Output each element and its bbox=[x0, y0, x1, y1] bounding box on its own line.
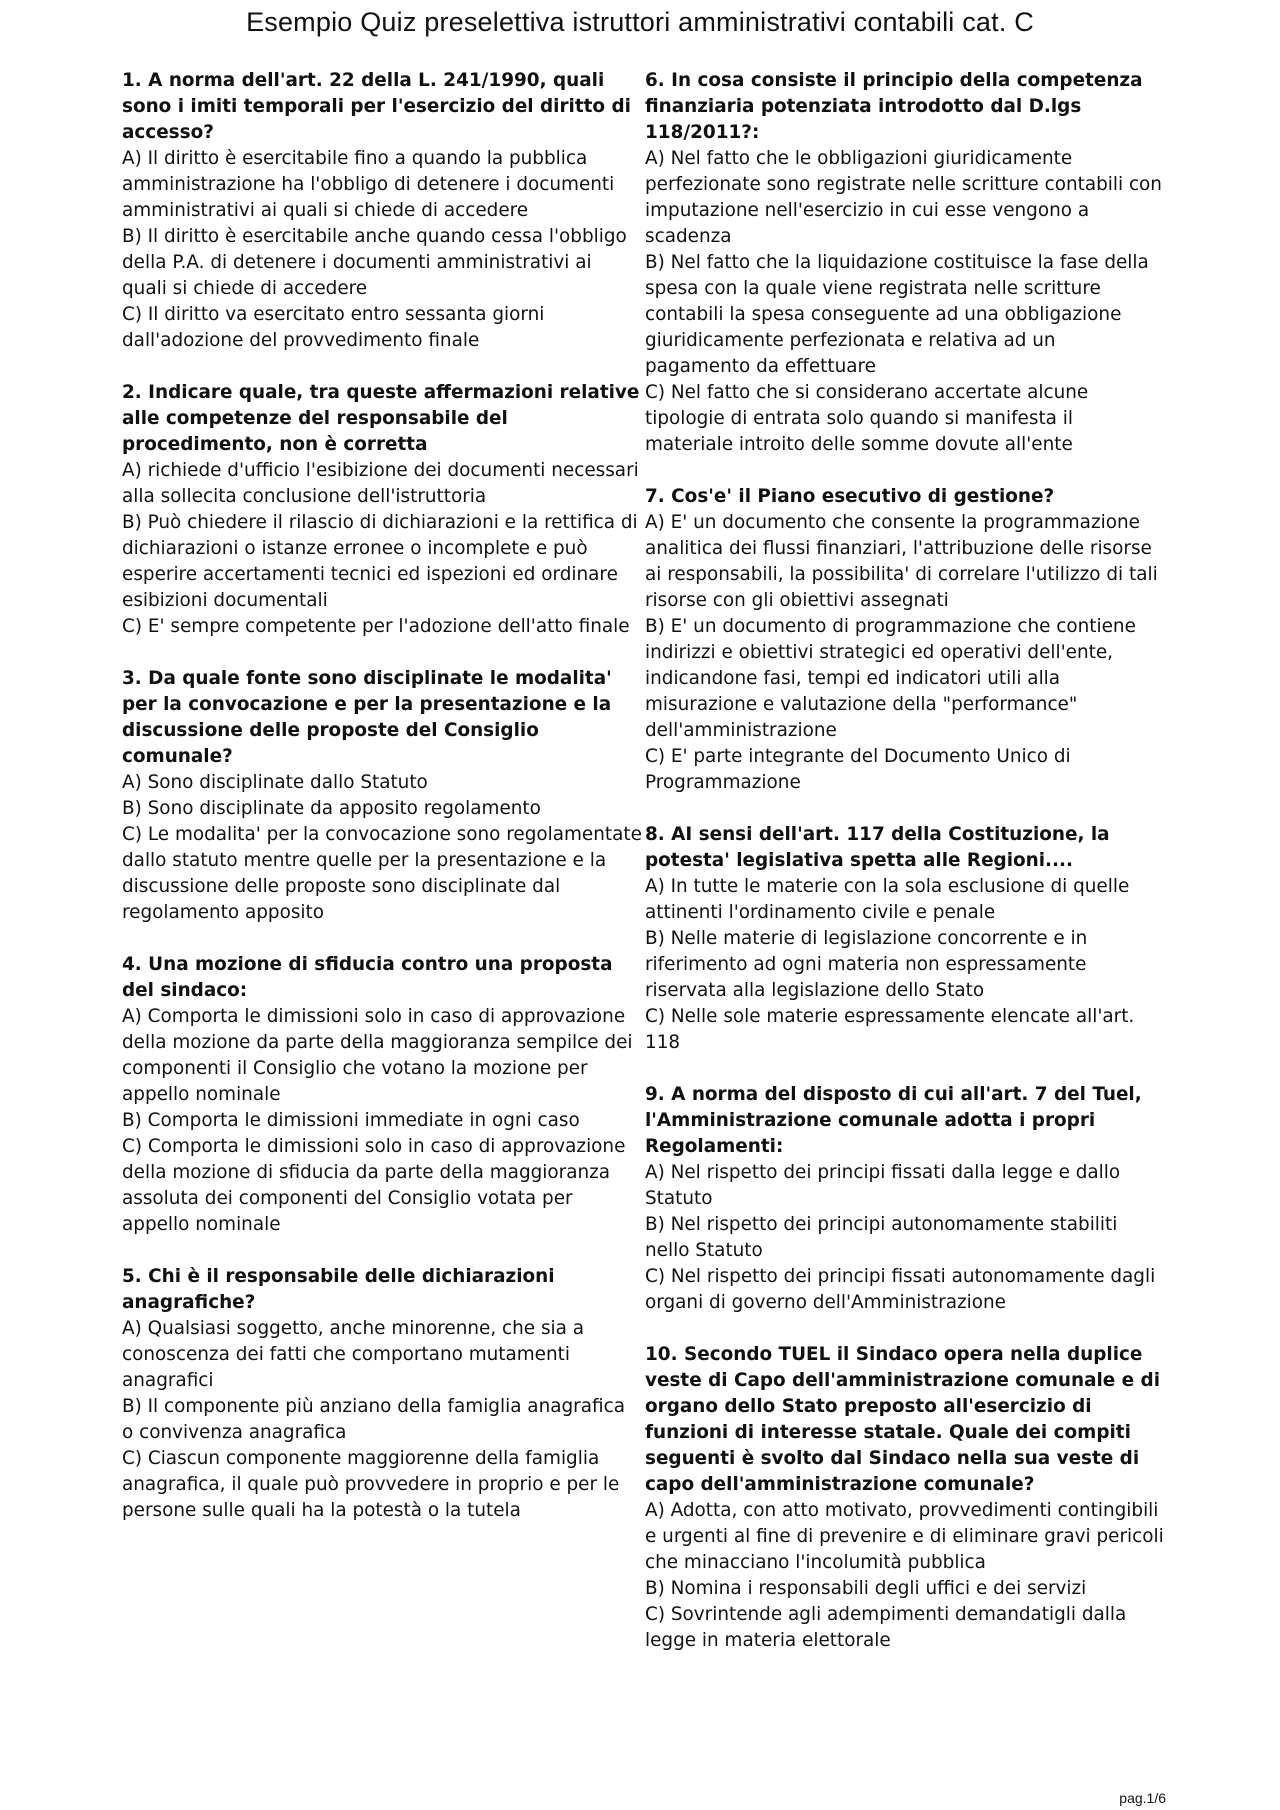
question-text: 10. Secondo TUEL il Sindaco opera nella duplice veste di Capo dell'amministrazione comunale e di organo dello Stato preposto all'esercizio di funzioni di interesse statale. Quale dei compiti seguenti è svolto dal Sindaco nella sua veste di capo dell'amministrazione comunale? bbox=[645, 1344, 1161, 1495]
question-text: 8. AI sensi dell'art. 117 della Costituzione, la potesta' legislativa spetta alle Regioni.... bbox=[645, 824, 1110, 871]
option-c: C) Comporta le dimissioni solo in caso di approvazione della mozione di sfiducia da parte della maggioranza assoluta dei componenti del Consiglio votata per appello nominale bbox=[122, 1136, 626, 1235]
option-a: A) Adotta, con atto motivato, provvedimenti contingibili e urgenti al fine di prevenire e di eliminare gravi pericoli che minacciano l'incolumità pubblica bbox=[645, 1500, 1164, 1573]
question-8 bbox=[645, 822, 1165, 1056]
left-column bbox=[122, 68, 642, 1550]
question-text: 1. A norma dell'art. 22 della L. 241/1990, quali sono i imiti temporali per l'esercizio del diritto di accesso? bbox=[122, 70, 631, 143]
question-text: 9. A norma del disposto di cui all'art. 7 del Tuel, l'Amministrazione comunale adotta i propri Regolamenti: bbox=[645, 1084, 1142, 1157]
option-b: B) Il componente più anziano della famiglia anagrafica o convivenza anagrafica bbox=[122, 1396, 625, 1443]
option-c: C) Nel rispetto dei principi fissati autonomamente dagli organi di governo dell'Amministrazione bbox=[645, 1266, 1156, 1313]
option-b: B) Comporta le dimissioni immediate in ogni caso bbox=[122, 1110, 580, 1131]
option-a: A) Comporta le dimissioni solo in caso di approvazione della mozione da parte della maggioranza sempilce dei componenti il Consiglio che votano la mozione per appello nominale bbox=[122, 1006, 633, 1105]
option-a: A) Qualsiasi soggetto, anche minorenne, che sia a conoscenza dei fatti che comportano mutamenti anagrafici bbox=[122, 1318, 585, 1391]
question-3 bbox=[122, 666, 642, 926]
option-c: C) Nelle sole materie espressamente elencate all'art. 118 bbox=[645, 1006, 1135, 1053]
page-number: pag.1/6 bbox=[1119, 1790, 1166, 1806]
option-c: C) E' parte integrante del Documento Unico di Programmazione bbox=[645, 746, 1071, 793]
option-b: B) Il diritto è esercitabile anche quando cessa l'obbligo della P.A. di detenere i documenti amministrativi ai quali si chiede di accedere bbox=[122, 226, 627, 299]
question-5 bbox=[122, 1264, 642, 1524]
option-c: C) E' sempre competente per l'adozione dell'atto finale bbox=[122, 616, 630, 637]
option-a: A) E' un documento che consente la programmazione analitica dei flussi finanziari, l'attribuzione delle risorse ai responsabili, la possibilita' di correlare l'utilizzo di tali risorse con gli obiettivi assegnati bbox=[645, 512, 1158, 611]
option-b: B) Può chiedere il rilascio di dichiarazioni e la rettifica di dichiarazioni o istanze erronee o incomplete e può esperire accertamenti tecnici ed ispezioni ed ordinare esibizioni documentali bbox=[122, 512, 638, 611]
option-b: B) Nel fatto che la liquidazione costituisce la fase della spesa con la quale viene registrata nelle scritture contabili la spesa conseguente ad una obbligazione giuridicamente perfezionata e relativa ad un pagamento da effettuare bbox=[645, 252, 1149, 377]
option-c: C) Le modalita' per la convocazione sono regolamentate dallo statuto mentre quelle per la presentazione e la discussione delle proposte sono disciplinate dal regolamento apposito bbox=[122, 824, 642, 923]
question-text: 4. Una mozione di sfiducia contro una proposta del sindaco: bbox=[122, 954, 613, 1001]
question-6 bbox=[645, 68, 1165, 458]
option-c: C) Nel fatto che si considerano accertate alcune tipologie di entrata solo quando si manifesta il materiale introito delle somme dovute all'ente bbox=[645, 382, 1089, 455]
question-2 bbox=[122, 380, 642, 640]
question-text: 3. Da quale fonte sono disciplinate le modalita' per la convocazione e per la presentazione e la discussione delle proposte del Consiglio comunale? bbox=[122, 668, 612, 767]
question-9 bbox=[645, 1082, 1165, 1316]
option-a: A) Nel rispetto dei principi fissati dalla legge e dallo Statuto bbox=[645, 1162, 1121, 1209]
option-c: C) Sovrintende agli adempimenti demandatigli dalla legge in materia elettorale bbox=[645, 1604, 1127, 1651]
option-a: A) richiede d'ufficio l'esibizione dei documenti necessari alla sollecita conclusione dell'istruttoria bbox=[122, 460, 639, 507]
question-1 bbox=[122, 68, 642, 354]
option-b: B) Nelle materie di legislazione concorrente e in riferimento ad ogni materia non espressamente riservata alla legislazione dello Stato bbox=[645, 928, 1088, 1001]
option-a: A) In tutte le materie con la sola esclusione di quelle attinenti l'ordinamento civile e penale bbox=[645, 876, 1130, 923]
option-b: B) Nel rispetto dei principi autonomamente stabiliti nello Statuto bbox=[645, 1214, 1118, 1261]
option-b: B) E' un documento di programmazione che contiene indirizzi e obiettivi strategici ed operativi dell'ente, indicandone fasi, tempi ed indicatori utili alla misurazione e valutazione della "performance" dell'amministrazione bbox=[645, 616, 1136, 741]
right-column bbox=[645, 68, 1165, 1680]
option-b: B) Nomina i responsabili degli uffici e dei servizi bbox=[645, 1578, 1087, 1599]
option-a: A) Nel fatto che le obbligazioni giuridicamente perfezionate sono registrate nelle scritture contabili con imputazione nell'esercizio in cui esse vengono a scadenza bbox=[645, 148, 1162, 247]
question-4 bbox=[122, 952, 642, 1238]
option-c: C) Ciascun componente maggiorenne della famiglia anagrafica, il quale può provvedere in proprio e per le persone sulle quali ha la potestà o la tutela bbox=[122, 1448, 620, 1521]
option-b: B) Sono disciplinate da apposito regolamento bbox=[122, 798, 541, 819]
question-7 bbox=[645, 484, 1165, 796]
option-a: A) Sono disciplinate dallo Statuto bbox=[122, 772, 428, 793]
option-c: C) Il diritto va esercitato entro sessanta giorni dall'adozione del provvedimento finale bbox=[122, 304, 545, 351]
question-text: 2. Indicare quale, tra queste affermazioni relative alle competenze del responsabile del procedimento, non è corretta bbox=[122, 382, 640, 455]
document-title: Esempio Quiz preselettiva istruttori amministrativi contabili cat. C bbox=[246, 7, 1034, 37]
option-a: A) Il diritto è esercitabile fino a quando la pubblica amministrazione ha l'obbligo di detenere i documenti amministrativi ai quali si chiede di accedere bbox=[122, 148, 615, 221]
question-text: 6. In cosa consiste il principio della competenza finanziaria potenziata introdotto dal D.lgs 118/2011?: bbox=[645, 70, 1143, 143]
question-text: 5. Chi è il responsabile delle dichiarazioni anagrafiche? bbox=[122, 1266, 555, 1313]
question-10 bbox=[645, 1342, 1165, 1654]
question-text: 7. Cos'e' il Piano esecutivo di gestione? bbox=[645, 486, 1055, 507]
